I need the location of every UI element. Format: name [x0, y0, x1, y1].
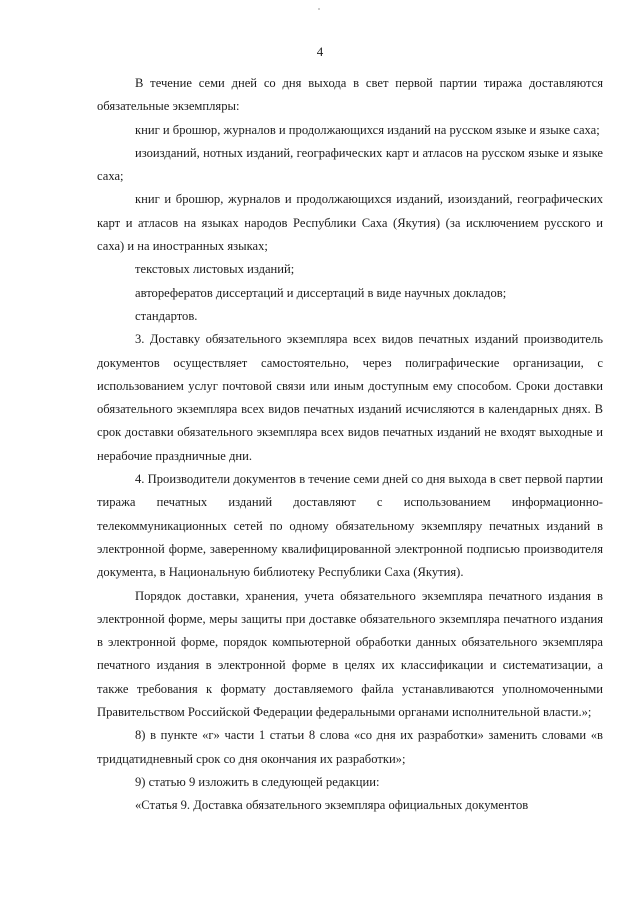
list-item-art-music-maps: изоизданий, нотных изданий, географических карт и атласов на русском языке и языке саха;	[97, 145, 603, 184]
paragraph-clause-3: 3. Доставку обязательного экземпляра всех видов печатных изданий производитель документов осуществляет самостоятельно, через полиграфические организации, с использованием услуг почтовой связи или иным доступным ему способом. Сроки доставки обязательного экземпляра всех видов печатных изданий исчисляются в календарных днях. В срок доставки обязательного экземпляра всех видов печатных изданий не входят выходные и нерабочие праздничные дни.	[97, 332, 603, 463]
paragraph-procedure: Порядок доставки, хранения, учета обязательного экземпляра печатного издания в электронной форме, меры защиты при доставке обязательного экземпляра печатного издания в электронной форме, порядок компьютерной обработки данных обязательного экземпляра печатного издания в электронной форме в целях их классификации и систематизации, а также требования к формату доставляемого файла устанавливаются уполномоченными Правительством Российской Федерации федеральными органами исполнительной власти.»;	[97, 588, 603, 720]
page-number: 4	[316, 44, 324, 59]
paragraph-intro: В течение семи дней со дня выхода в свет первой партии тиража доставляются обязательные экземпляры:	[97, 76, 603, 114]
list-item-standards: стандартов.	[135, 308, 198, 323]
paragraph-amendment-8: 8) в пункте «г» части 1 статьи 8 слова «со дня их разработки» заменить словами «в тридцатидневный срок со дня окончания их разработки»;	[97, 728, 603, 766]
paragraph-amendment-9: 9) статью 9 изложить в следующей редакции:	[135, 774, 380, 789]
list-item-dissertations: авторефератов диссертаций и диссертаций в виде научных докладов;	[135, 285, 507, 300]
document-body	[97, 72, 603, 818]
paragraph-article-9-title: «Статья 9. Доставка обязательного экземпляра официальных документов	[135, 798, 529, 813]
list-item-other-languages: книг и брошюр, журналов и продолжающихся изданий, изоизданий, географических карт и атласов на языках народов Республики Саха (Якутия) (за исключением русского и саха) и на иностранных языках;	[97, 192, 603, 254]
list-item-books-russian-sakha: книг и брошюр, журналов и продолжающихся изданий на русском языке и языке саха;	[135, 122, 600, 137]
scan-speck	[318, 8, 320, 10]
paragraph-clause-4: 4. Производители документов в течение семи дней со дня выхода в свет первой партии тиража печатных изданий доставляют с использованием информационно-телекоммуникационных сетей по одному обязательному экземпляру печатных изданий в электронной форме, заверенному квалифицированной электронной подписью производителя документа, в Национальную библиотеку Республики Саха (Якутия).	[97, 472, 603, 580]
list-item-text-sheets: текстовых листовых изданий;	[135, 262, 295, 277]
